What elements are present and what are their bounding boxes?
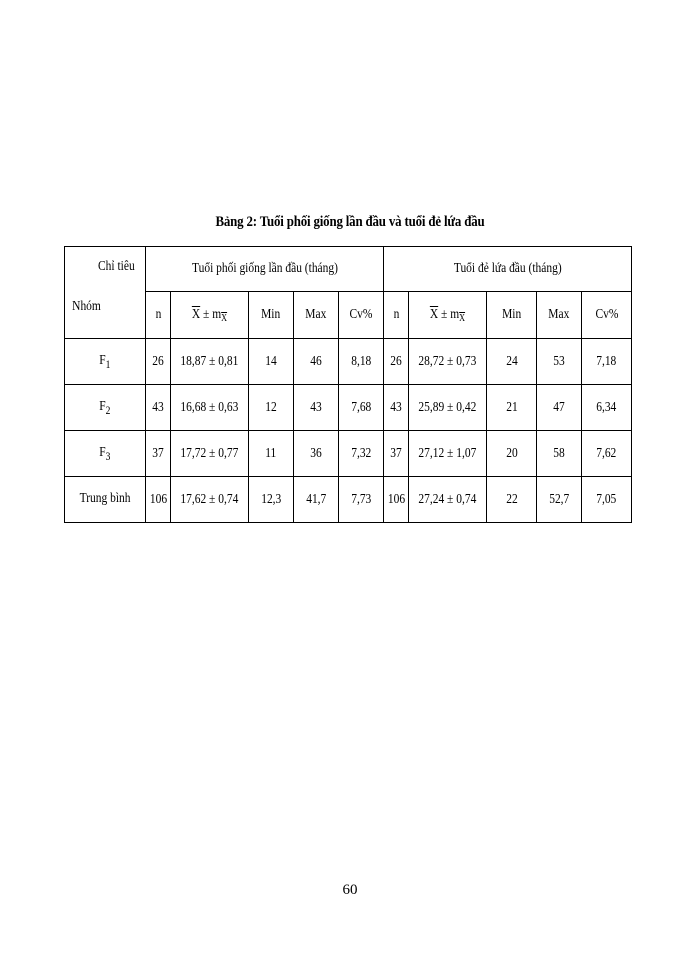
- cell-cv1: 8,18: [339, 339, 384, 385]
- cell-n1: 37: [146, 431, 171, 477]
- table-row: [65, 339, 632, 385]
- cell-n2: 43: [384, 385, 409, 431]
- col-header-n: n: [146, 292, 171, 339]
- cell-cv2: 7,62: [582, 431, 632, 477]
- cell-min1: 12,3: [249, 477, 294, 523]
- cell-min2: 24: [487, 339, 537, 385]
- col-header-n: n: [384, 292, 409, 339]
- header-row-2: [65, 292, 632, 339]
- cell-mean1: 17,72 ± 0,77: [171, 431, 249, 477]
- cell-n2: 37: [384, 431, 409, 477]
- cell-mean2: 27,12 ± 1,07: [409, 431, 487, 477]
- col-header-mean: $\overline{X} \pm m_{\overline{X}}$: [171, 292, 249, 339]
- cell-cv1: 7,68: [339, 385, 384, 431]
- group-header-first-calving: Tuổi đẻ lứa đầu (tháng): [384, 247, 632, 292]
- col-header-max: Max: [294, 292, 339, 339]
- cell-max1: 36: [294, 431, 339, 477]
- cell-max2: 47: [537, 385, 582, 431]
- table-caption: Bảng 2: Tuổi phối giống lần đầu và tuổi đẻ lứa đầu: [215, 214, 485, 230]
- table-row: [65, 385, 632, 431]
- cell-mean2: 25,89 ± 0,42: [409, 385, 487, 431]
- col-header-min: Min: [249, 292, 294, 339]
- header-row-1: [65, 247, 632, 292]
- cell-max2: 52,7: [537, 477, 582, 523]
- x-bar-symbol: $\overline{X}$: [429, 306, 439, 322]
- cell-mean2: 27,24 ± 0,74: [409, 477, 487, 523]
- cell-max2: 58: [537, 431, 582, 477]
- cell-max1: 43: [294, 385, 339, 431]
- cell-min2: 22: [487, 477, 537, 523]
- group-cell: Trung bình: [65, 477, 146, 523]
- cell-min2: 20: [487, 431, 537, 477]
- col-header-cv: Cv%: [582, 292, 632, 339]
- cell-mean1: 18,87 ± 0,81: [171, 339, 249, 385]
- cell-cv1: 7,73: [339, 477, 384, 523]
- col-header-max: Max: [537, 292, 582, 339]
- cell-cv2: 6,34: [582, 385, 632, 431]
- cell-min1: 12: [249, 385, 294, 431]
- cell-cv2: 7,05: [582, 477, 632, 523]
- col-header-mean: $\overline{X} \pm m_{\overline{X}}$: [409, 292, 487, 339]
- cell-cv2: 7,18: [582, 339, 632, 385]
- group-header-first-mating: Tuổi phối giống lần đầu (tháng): [146, 247, 384, 292]
- table-row: [65, 477, 632, 523]
- cell-cv1: 7,32: [339, 431, 384, 477]
- cell-n1: 43: [146, 385, 171, 431]
- cell-min1: 11: [249, 431, 294, 477]
- col-header-cv: Cv%: [339, 292, 384, 339]
- col-header-min: Min: [487, 292, 537, 339]
- cell-n1: 26: [146, 339, 171, 385]
- cell-max1: 46: [294, 339, 339, 385]
- x-bar-symbol: $\overline{X}$: [191, 306, 201, 322]
- data-table: [64, 246, 632, 523]
- cell-mean2: 28,72 ± 0,73: [409, 339, 487, 385]
- cell-min2: 21: [487, 385, 537, 431]
- cell-mean1: 17,62 ± 0,74: [171, 477, 249, 523]
- group-cell: $F_1$: [65, 339, 146, 385]
- cell-min1: 14: [249, 339, 294, 385]
- corner-label-nhom: Nhóm: [72, 299, 101, 314]
- cell-n1: 106: [146, 477, 171, 523]
- corner-label-chi-tieu: Chỉ tiêu: [98, 259, 135, 274]
- group-cell: $F_2$: [65, 385, 146, 431]
- group-cell: $F_3$: [65, 431, 146, 477]
- cell-n2: 26: [384, 339, 409, 385]
- cell-n2: 106: [384, 477, 409, 523]
- cell-max1: 41,7: [294, 477, 339, 523]
- corner-header-cell: [65, 247, 146, 339]
- cell-mean1: 16,68 ± 0,63: [171, 385, 249, 431]
- page-number: 60: [342, 882, 358, 898]
- cell-max2: 53: [537, 339, 582, 385]
- table-row: [65, 431, 632, 477]
